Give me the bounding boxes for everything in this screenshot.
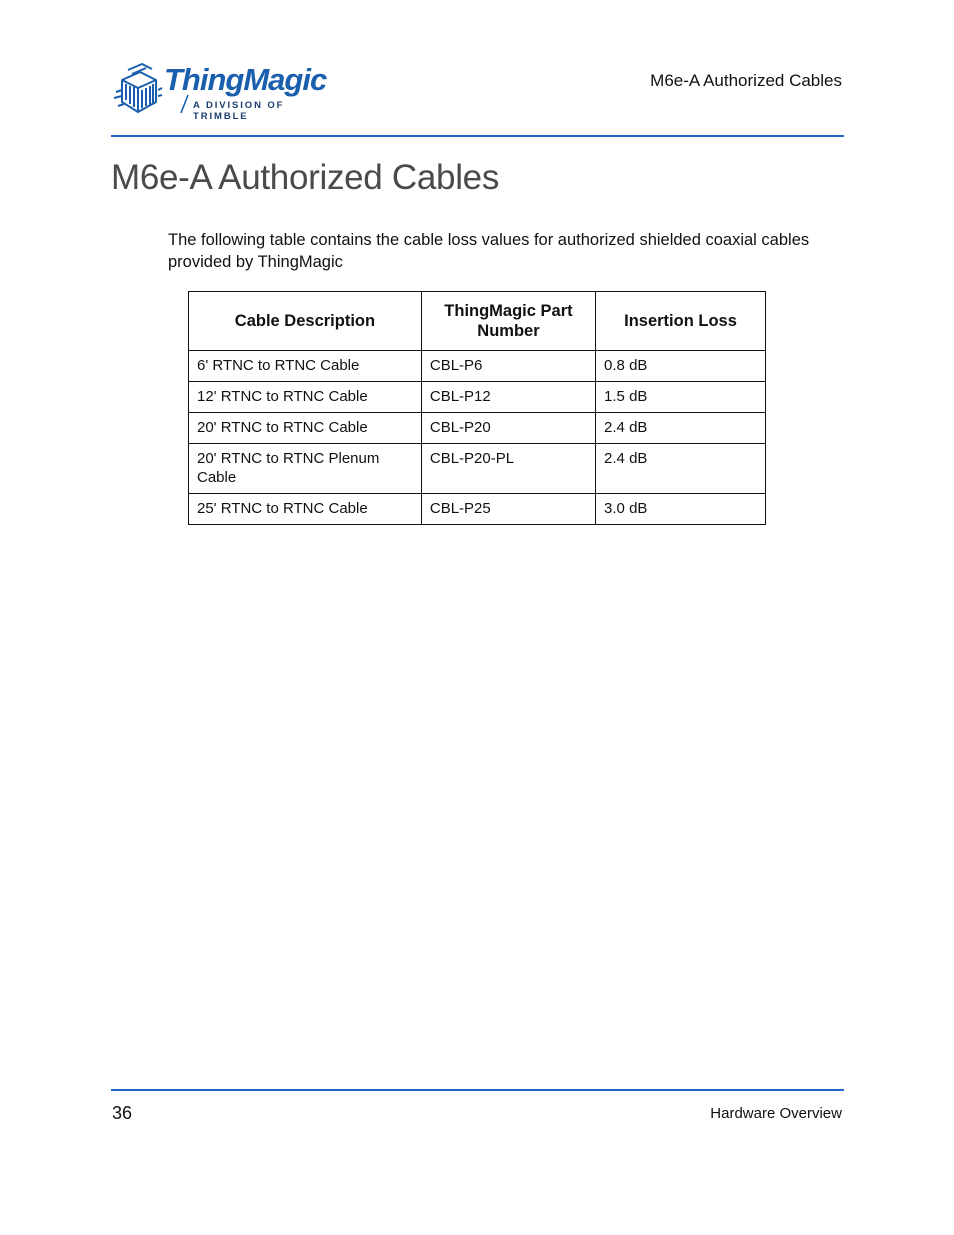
insertion-loss: 1.5 dB [596,382,766,413]
table-row [189,413,766,444]
column-header: Cable Description [189,292,422,351]
cable-description: 6' RTNC to RTNC Cable [189,351,422,382]
footer-section-title: Hardware Overview [710,1105,842,1122]
part-number: CBL-P6 [421,351,595,382]
insertion-loss: 0.8 dB [596,351,766,382]
insertion-loss: 2.4 dB [596,444,766,494]
cable-description: 20' RTNC to RTNC Plenum Cable [189,444,422,494]
cube-logo-icon [112,60,164,120]
column-header: Insertion Loss [596,292,766,351]
table-row [189,494,766,525]
cable-description: 12' RTNC to RTNC Cable [189,382,422,413]
part-number: CBL-P25 [421,494,595,525]
brand-tagline: A DIVISION OF TRIMBLE [193,100,285,122]
intro-paragraph: The following table contains the cable loss values for authorized shielded coaxial cables provided by ThingMagic [168,231,810,271]
cable-description: 25' RTNC to RTNC Cable [189,494,422,525]
part-number: CBL-P20-PL [421,444,595,494]
page-title: M6e-A Authorized Cables [111,158,500,197]
slash-mark-icon [178,94,190,114]
cable-loss-table [188,291,766,525]
column-header: ThingMagic Part Number [421,292,595,351]
thingmagic-logo [112,58,332,122]
header-rule [111,135,844,137]
table-row [189,351,766,382]
cable-description: 20' RTNC to RTNC Cable [189,413,422,444]
running-header: M6e-A Authorized Cables [650,71,842,90]
part-number: CBL-P12 [421,382,595,413]
insertion-loss: 3.0 dB [596,494,766,525]
brand-name: ThingMagic [164,62,327,97]
table-header-row [189,292,766,351]
insertion-loss: 2.4 dB [596,413,766,444]
footer-rule [111,1089,844,1091]
part-number: CBL-P20 [421,413,595,444]
table-row [189,444,766,494]
page-number: 36 [112,1103,133,1123]
table-row [189,382,766,413]
